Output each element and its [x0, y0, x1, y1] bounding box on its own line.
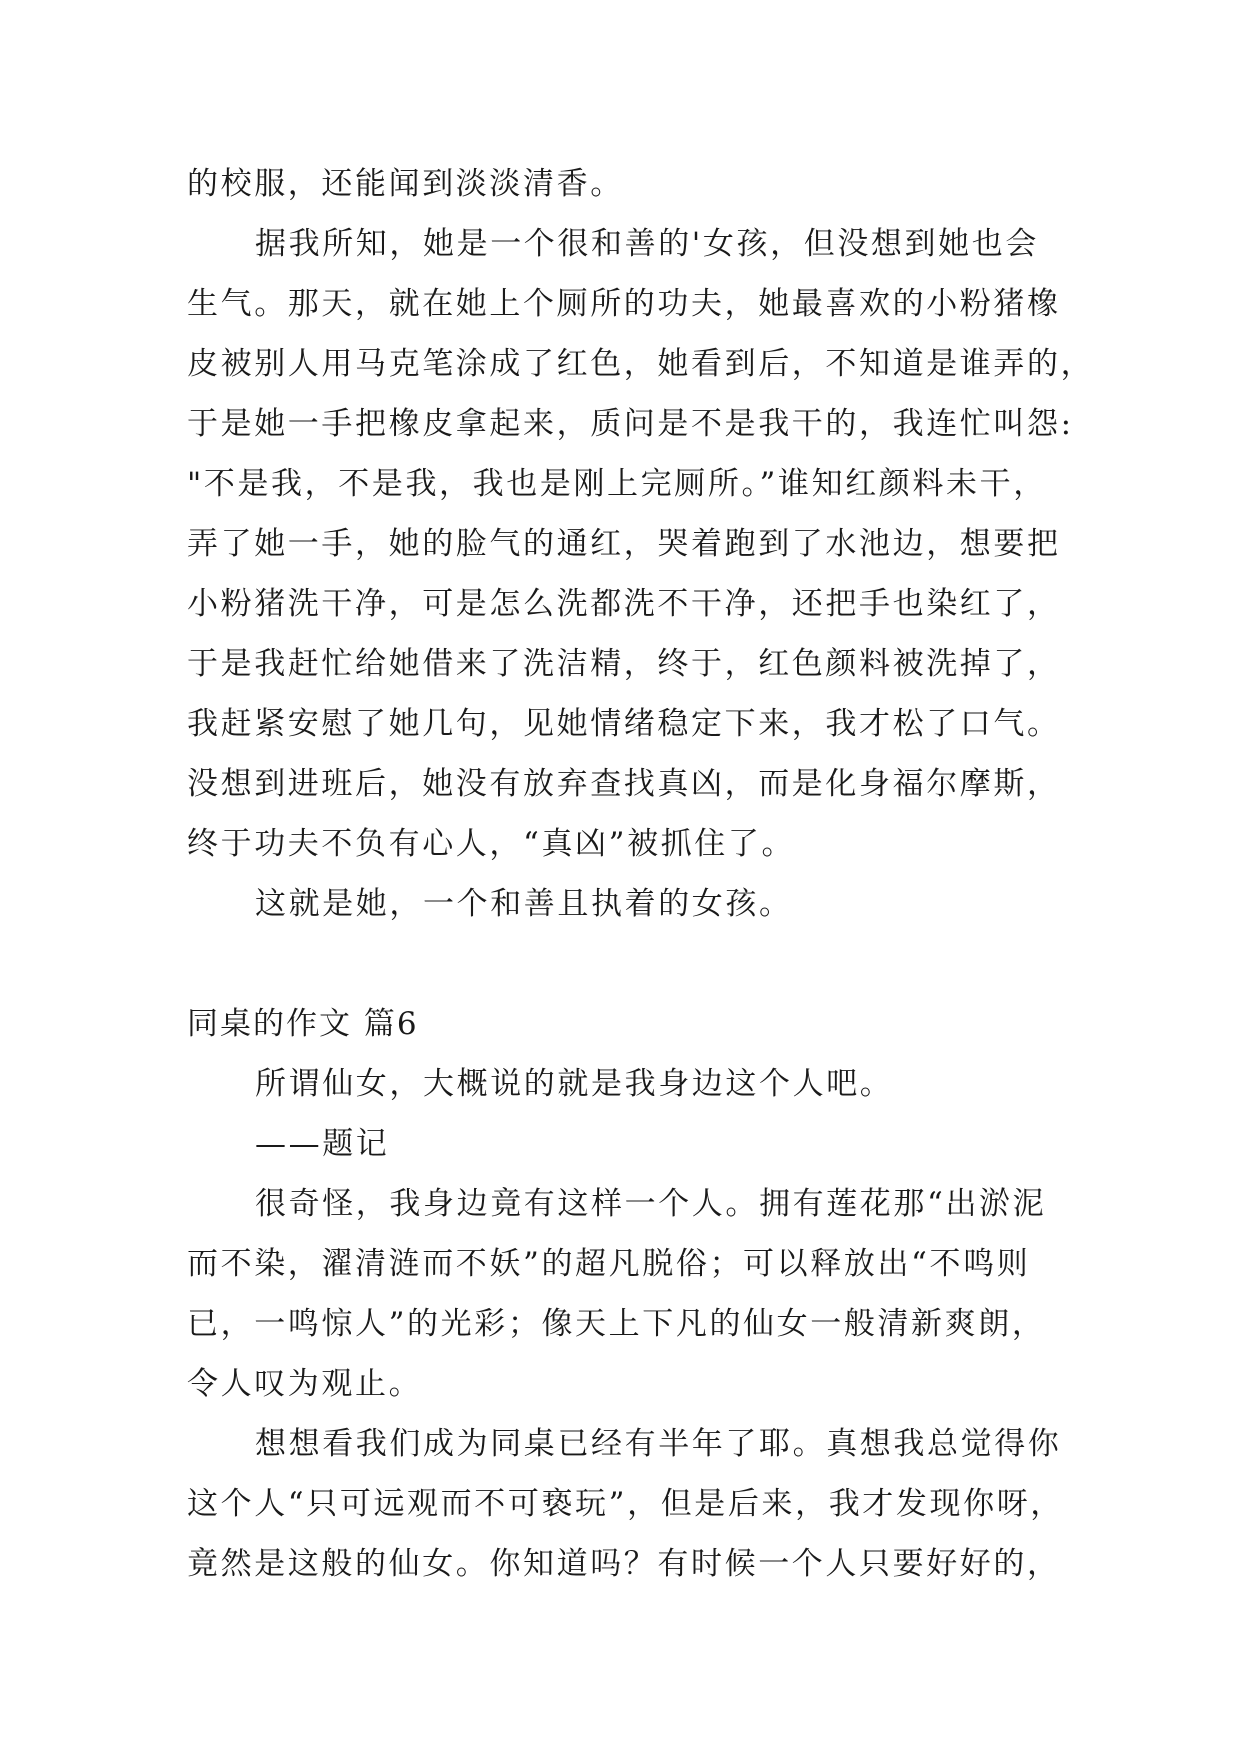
text-line: 我赶紧安慰了她几句，见她情绪稳定下来，我才松了口气。 [187, 706, 1061, 742]
paragraph-first-line: 这就是她，一个和善且执着的女孩。 [255, 886, 793, 922]
text-line: 皮被别人用马克笔涂成了红色，她看到后，不知道是谁弄的， [187, 346, 1095, 382]
text-line: 而不染，濯清涟而不妖”的超凡脱俗；可以释放出“不鸣则 [187, 1246, 1031, 1282]
inscription-line: ——题记 [255, 1126, 390, 1162]
paragraph-first-line: 很奇怪，我身边竟有这样一个人。拥有莲花那“出淤泥 [255, 1186, 1047, 1222]
text-line: 这个人“只可远观而不可亵玩”，但是后来，我才发现你呀， [187, 1486, 1064, 1522]
text-line: 小粉猪洗干净，可是怎么洗都洗不干净，还把手也染红了， [187, 586, 1061, 622]
paragraph-first-line: 想想看我们成为同桌已经有半年了耶。真想我总觉得你 [255, 1426, 1062, 1462]
text-line: 于是我赶忙给她借来了洗洁精，终于，红色颜料被洗掉了， [187, 646, 1061, 682]
text-line: 弄了她一手，她的脸气的通红，哭着跑到了水池边，想要把 [187, 526, 1061, 562]
text-line: 竟然是这般的仙女。你知道吗？有时候一个人只要好好的， [187, 1546, 1061, 1582]
paragraph-first-line: 所谓仙女，大概说的就是我身边这个人吧。 [255, 1066, 894, 1102]
section-heading: 同桌的作文 篇6 [187, 1006, 419, 1042]
text-line: 令人叹为观止。 [187, 1366, 423, 1402]
text-line: 的校服，还能闻到淡淡清香。 [187, 166, 624, 202]
paragraph-first-line: 据我所知，她是一个很和善的'女孩，但没想到她也会 [255, 226, 1039, 262]
text-line: 于是她一手把橡皮拿起来，质问是不是我干的，我连忙叫怨: [187, 406, 1074, 442]
text-line: 没想到进班后，她没有放弃查找真凶，而是化身福尔摩斯， [187, 766, 1061, 802]
text-line: 生气。那天，就在她上个厕所的功夫，她最喜欢的小粉猪橡 [187, 286, 1061, 322]
text-line: 已，一鸣惊人”的光彩；像天上下凡的仙女一般清新爽朗， [187, 1306, 1046, 1342]
text-line: "不是我，不是我，我也是刚上完厕所。”谁知红颜料未干， [187, 466, 1047, 502]
text-line: 终于功夫不负有心人，“真凶”被抓住了。 [187, 826, 796, 862]
